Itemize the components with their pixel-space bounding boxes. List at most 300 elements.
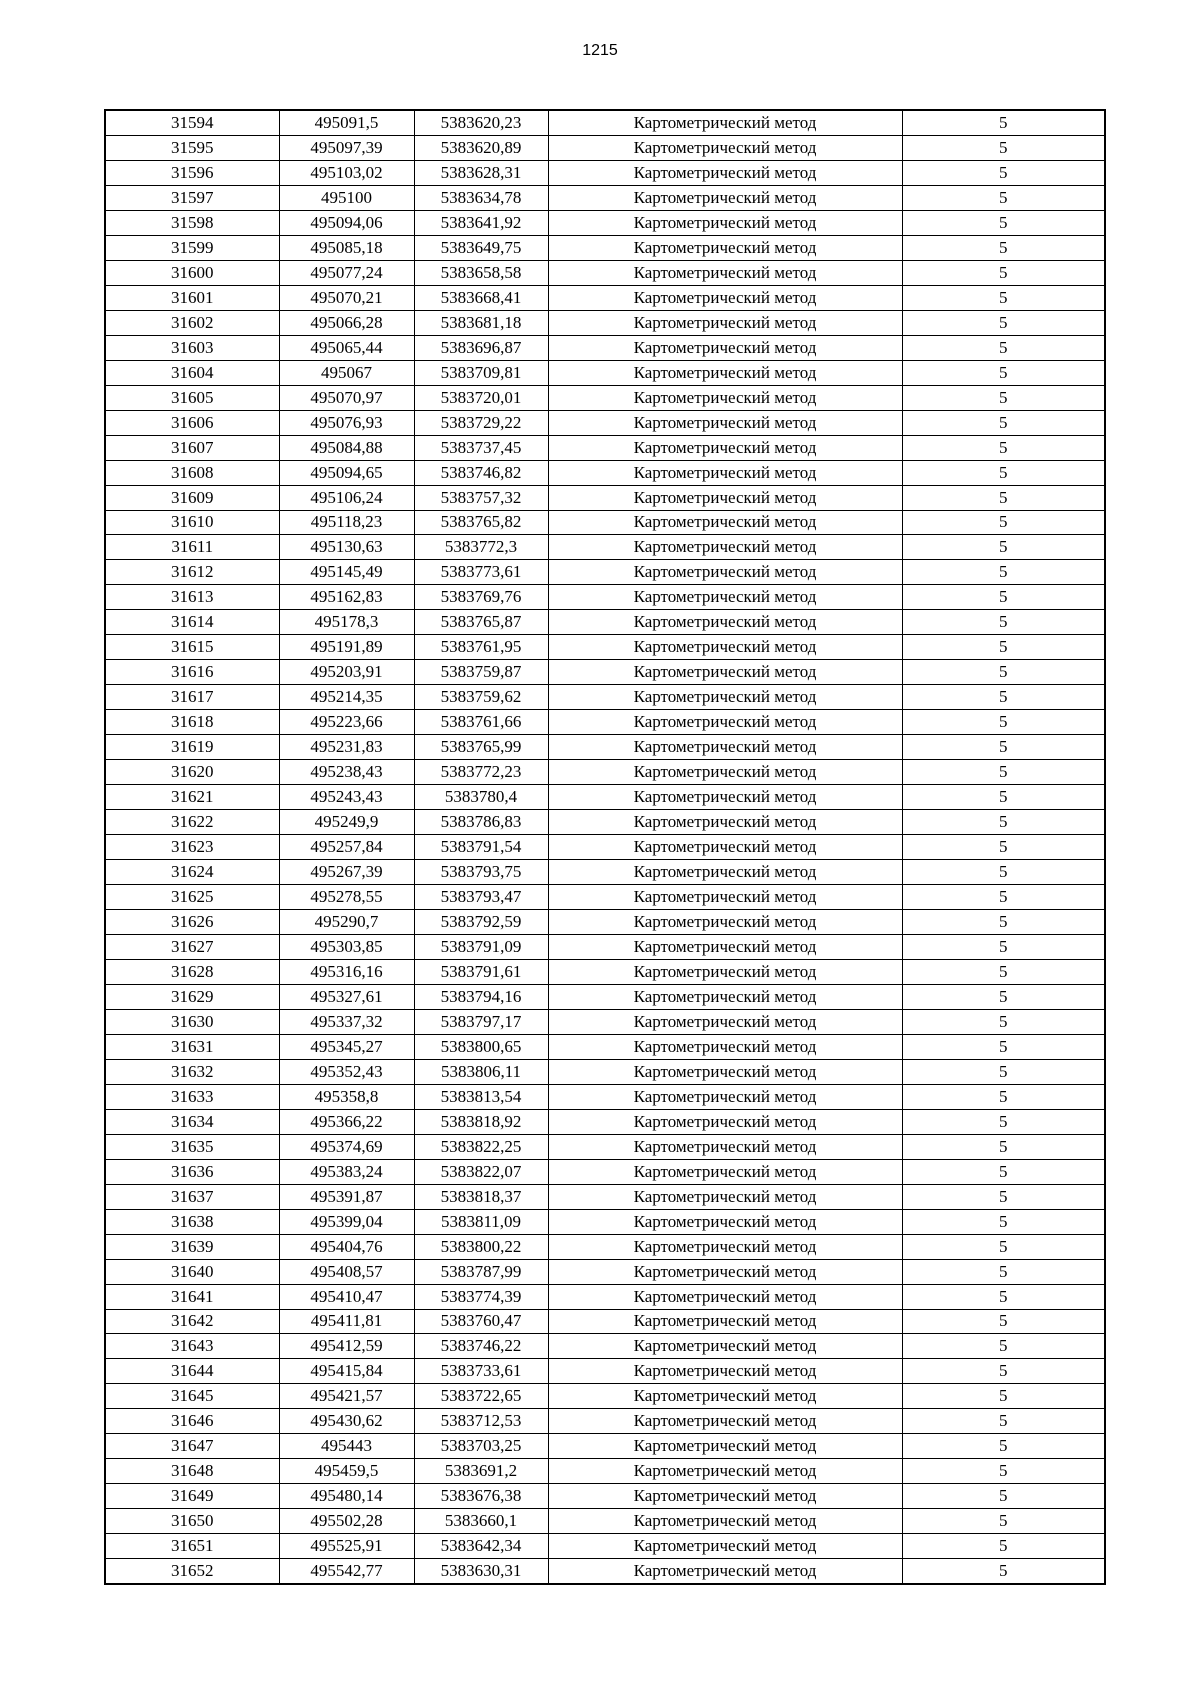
method-cell: Картометрический метод: [548, 1009, 902, 1034]
point-number-cell: 31602: [105, 310, 279, 335]
point-number-cell: 31636: [105, 1159, 279, 1184]
x-coordinate-cell: 495243,43: [279, 785, 414, 810]
y-coordinate-cell: 5383737,45: [414, 435, 548, 460]
method-cell: Картометрический метод: [548, 1359, 902, 1384]
point-number-cell: 31648: [105, 1459, 279, 1484]
point-number-cell: 31606: [105, 410, 279, 435]
method-cell: Картометрический метод: [548, 260, 902, 285]
accuracy-cell: 5: [902, 984, 1105, 1009]
accuracy-cell: 5: [902, 460, 1105, 485]
x-coordinate-cell: 495070,97: [279, 385, 414, 410]
method-cell: Картометрический метод: [548, 1209, 902, 1234]
table-row: [105, 560, 1105, 585]
accuracy-cell: 5: [902, 235, 1105, 260]
accuracy-cell: 5: [902, 835, 1105, 860]
accuracy-cell: 5: [902, 1334, 1105, 1359]
point-number-cell: 31633: [105, 1084, 279, 1109]
point-number-cell: 31639: [105, 1234, 279, 1259]
accuracy-cell: 5: [902, 1384, 1105, 1409]
method-cell: Картометрический метод: [548, 1259, 902, 1284]
y-coordinate-cell: 5383811,09: [414, 1209, 548, 1234]
y-coordinate-cell: 5383780,4: [414, 785, 548, 810]
x-coordinate-cell: 495410,47: [279, 1284, 414, 1309]
x-coordinate-cell: 495231,83: [279, 735, 414, 760]
table-row: [105, 1409, 1105, 1434]
point-number-cell: 31628: [105, 959, 279, 984]
accuracy-cell: 5: [902, 685, 1105, 710]
accuracy-cell: 5: [902, 435, 1105, 460]
accuracy-cell: 5: [902, 1059, 1105, 1084]
table-row: [105, 235, 1105, 260]
x-coordinate-cell: 495103,02: [279, 160, 414, 185]
y-coordinate-cell: 5383746,82: [414, 460, 548, 485]
table-row: [105, 1109, 1105, 1134]
method-cell: Картометрический метод: [548, 710, 902, 735]
table-row: [105, 1184, 1105, 1209]
method-cell: Картометрический метод: [548, 1334, 902, 1359]
y-coordinate-cell: 5383793,75: [414, 860, 548, 885]
x-coordinate-cell: 495214,35: [279, 685, 414, 710]
x-coordinate-cell: 495399,04: [279, 1209, 414, 1234]
table-row: [105, 710, 1105, 735]
point-number-cell: 31626: [105, 910, 279, 935]
accuracy-cell: 5: [902, 1284, 1105, 1309]
method-cell: Картометрический метод: [548, 785, 902, 810]
table-row: [105, 435, 1105, 460]
method-cell: Картометрический метод: [548, 1184, 902, 1209]
accuracy-cell: 5: [902, 1509, 1105, 1534]
method-cell: Картометрический метод: [548, 560, 902, 585]
accuracy-cell: 5: [902, 335, 1105, 360]
point-number-cell: 31618: [105, 710, 279, 735]
y-coordinate-cell: 5383765,99: [414, 735, 548, 760]
point-number-cell: 31600: [105, 260, 279, 285]
point-number-cell: 31640: [105, 1259, 279, 1284]
y-coordinate-cell: 5383800,65: [414, 1034, 548, 1059]
accuracy-cell: 5: [902, 1484, 1105, 1509]
y-coordinate-cell: 5383787,99: [414, 1259, 548, 1284]
method-cell: Картометрический метод: [548, 685, 902, 710]
point-number-cell: 31650: [105, 1509, 279, 1534]
x-coordinate-cell: 495106,24: [279, 485, 414, 510]
x-coordinate-cell: 495278,55: [279, 885, 414, 910]
method-cell: Картометрический метод: [548, 1109, 902, 1134]
point-number-cell: 31597: [105, 185, 279, 210]
y-coordinate-cell: 5383800,22: [414, 1234, 548, 1259]
table-row: [105, 1359, 1105, 1384]
x-coordinate-cell: 495391,87: [279, 1184, 414, 1209]
x-coordinate-cell: 495094,65: [279, 460, 414, 485]
accuracy-cell: 5: [902, 485, 1105, 510]
table-row: [105, 1059, 1105, 1084]
accuracy-cell: 5: [902, 1409, 1105, 1434]
y-coordinate-cell: 5383791,09: [414, 934, 548, 959]
point-number-cell: 31638: [105, 1209, 279, 1234]
method-cell: Картометрический метод: [548, 810, 902, 835]
y-coordinate-cell: 5383722,65: [414, 1384, 548, 1409]
accuracy-cell: 5: [902, 810, 1105, 835]
point-number-cell: 31621: [105, 785, 279, 810]
y-coordinate-cell: 5383757,32: [414, 485, 548, 510]
method-cell: Картометрический метод: [548, 760, 902, 785]
y-coordinate-cell: 5383634,78: [414, 185, 548, 210]
x-coordinate-cell: 495085,18: [279, 235, 414, 260]
x-coordinate-cell: 495091,5: [279, 110, 414, 135]
y-coordinate-cell: 5383691,2: [414, 1459, 548, 1484]
table-row: [105, 934, 1105, 959]
x-coordinate-cell: 495094,06: [279, 210, 414, 235]
table-row: [105, 910, 1105, 935]
x-coordinate-cell: 495070,21: [279, 285, 414, 310]
method-cell: Картометрический метод: [548, 1409, 902, 1434]
table-row: [105, 1134, 1105, 1159]
point-number-cell: 31611: [105, 535, 279, 560]
table-row: [105, 1259, 1105, 1284]
point-number-cell: 31604: [105, 360, 279, 385]
y-coordinate-cell: 5383642,34: [414, 1534, 548, 1559]
method-cell: Картометрический метод: [548, 835, 902, 860]
table-row: [105, 1434, 1105, 1459]
point-number-cell: 31612: [105, 560, 279, 585]
y-coordinate-cell: 5383772,3: [414, 535, 548, 560]
x-coordinate-cell: 495337,32: [279, 1009, 414, 1034]
method-cell: Картометрический метод: [548, 1434, 902, 1459]
table-row: [105, 135, 1105, 160]
method-cell: Картометрический метод: [548, 435, 902, 460]
coordinates-table-body: [105, 110, 1105, 1584]
table-row: [105, 510, 1105, 535]
accuracy-cell: 5: [902, 1034, 1105, 1059]
table-row: [105, 110, 1105, 135]
accuracy-cell: 5: [902, 1559, 1105, 1584]
table-row: [105, 385, 1105, 410]
point-number-cell: 31645: [105, 1384, 279, 1409]
accuracy-cell: 5: [902, 510, 1105, 535]
x-coordinate-cell: 495162,83: [279, 585, 414, 610]
accuracy-cell: 5: [902, 1109, 1105, 1134]
accuracy-cell: 5: [902, 1159, 1105, 1184]
y-coordinate-cell: 5383641,92: [414, 210, 548, 235]
method-cell: Картометрический метод: [548, 185, 902, 210]
x-coordinate-cell: 495130,63: [279, 535, 414, 560]
accuracy-cell: 5: [902, 760, 1105, 785]
point-number-cell: 31603: [105, 335, 279, 360]
table-row: [105, 785, 1105, 810]
x-coordinate-cell: 495249,9: [279, 810, 414, 835]
method-cell: Картометрический метод: [548, 1559, 902, 1584]
method-cell: Картометрический метод: [548, 285, 902, 310]
accuracy-cell: 5: [902, 110, 1105, 135]
accuracy-cell: 5: [902, 1259, 1105, 1284]
accuracy-cell: 5: [902, 1434, 1105, 1459]
x-coordinate-cell: 495415,84: [279, 1359, 414, 1384]
x-coordinate-cell: 495374,69: [279, 1134, 414, 1159]
accuracy-cell: 5: [902, 1009, 1105, 1034]
x-coordinate-cell: 495459,5: [279, 1459, 414, 1484]
accuracy-cell: 5: [902, 1234, 1105, 1259]
method-cell: Картометрический метод: [548, 984, 902, 1009]
y-coordinate-cell: 5383792,59: [414, 910, 548, 935]
accuracy-cell: 5: [902, 1309, 1105, 1334]
table-row: [105, 610, 1105, 635]
accuracy-cell: 5: [902, 735, 1105, 760]
point-number-cell: 31595: [105, 135, 279, 160]
x-coordinate-cell: 495223,66: [279, 710, 414, 735]
table-row: [105, 984, 1105, 1009]
y-coordinate-cell: 5383760,47: [414, 1309, 548, 1334]
table-row: [105, 335, 1105, 360]
method-cell: Картометрический метод: [548, 910, 902, 935]
point-number-cell: 31627: [105, 934, 279, 959]
method-cell: Картометрический метод: [548, 959, 902, 984]
y-coordinate-cell: 5383660,1: [414, 1509, 548, 1534]
accuracy-cell: 5: [902, 185, 1105, 210]
method-cell: Картометрический метод: [548, 135, 902, 160]
method-cell: Картометрический метод: [548, 1459, 902, 1484]
method-cell: Картометрический метод: [548, 735, 902, 760]
point-number-cell: 31644: [105, 1359, 279, 1384]
method-cell: Картометрический метод: [548, 460, 902, 485]
x-coordinate-cell: 495383,24: [279, 1159, 414, 1184]
accuracy-cell: 5: [902, 560, 1105, 585]
method-cell: Картометрический метод: [548, 1534, 902, 1559]
y-coordinate-cell: 5383703,25: [414, 1434, 548, 1459]
y-coordinate-cell: 5383813,54: [414, 1084, 548, 1109]
y-coordinate-cell: 5383668,41: [414, 285, 548, 310]
table-row: [105, 1534, 1105, 1559]
point-number-cell: 31631: [105, 1034, 279, 1059]
accuracy-cell: 5: [902, 585, 1105, 610]
x-coordinate-cell: 495178,3: [279, 610, 414, 635]
y-coordinate-cell: 5383729,22: [414, 410, 548, 435]
x-coordinate-cell: 495100: [279, 185, 414, 210]
table-row: [105, 1459, 1105, 1484]
point-number-cell: 31614: [105, 610, 279, 635]
table-row: [105, 210, 1105, 235]
point-number-cell: 31623: [105, 835, 279, 860]
method-cell: Картометрический метод: [548, 1059, 902, 1084]
y-coordinate-cell: 5383720,01: [414, 385, 548, 410]
table-row: [105, 160, 1105, 185]
x-coordinate-cell: 495352,43: [279, 1059, 414, 1084]
x-coordinate-cell: 495191,89: [279, 635, 414, 660]
accuracy-cell: 5: [902, 160, 1105, 185]
point-number-cell: 31634: [105, 1109, 279, 1134]
method-cell: Картометрический метод: [548, 235, 902, 260]
y-coordinate-cell: 5383794,16: [414, 984, 548, 1009]
method-cell: Картометрический метод: [548, 310, 902, 335]
accuracy-cell: 5: [902, 934, 1105, 959]
table-row: [105, 1034, 1105, 1059]
method-cell: Картометрический метод: [548, 510, 902, 535]
y-coordinate-cell: 5383822,07: [414, 1159, 548, 1184]
x-coordinate-cell: 495525,91: [279, 1534, 414, 1559]
y-coordinate-cell: 5383759,62: [414, 685, 548, 710]
method-cell: Картометрический метод: [548, 860, 902, 885]
y-coordinate-cell: 5383774,39: [414, 1284, 548, 1309]
point-number-cell: 31613: [105, 585, 279, 610]
table-row: [105, 810, 1105, 835]
method-cell: Картометрический метод: [548, 1384, 902, 1409]
y-coordinate-cell: 5383822,25: [414, 1134, 548, 1159]
y-coordinate-cell: 5383773,61: [414, 560, 548, 585]
point-number-cell: 31608: [105, 460, 279, 485]
accuracy-cell: 5: [902, 385, 1105, 410]
table-row: [105, 1009, 1105, 1034]
y-coordinate-cell: 5383793,47: [414, 885, 548, 910]
x-coordinate-cell: 495290,7: [279, 910, 414, 935]
table-row: [105, 735, 1105, 760]
x-coordinate-cell: 495066,28: [279, 310, 414, 335]
y-coordinate-cell: 5383620,89: [414, 135, 548, 160]
point-number-cell: 31616: [105, 660, 279, 685]
point-number-cell: 31647: [105, 1434, 279, 1459]
method-cell: Картометрический метод: [548, 535, 902, 560]
x-coordinate-cell: 495404,76: [279, 1234, 414, 1259]
y-coordinate-cell: 5383761,95: [414, 635, 548, 660]
point-number-cell: 31615: [105, 635, 279, 660]
point-number-cell: 31607: [105, 435, 279, 460]
accuracy-cell: 5: [902, 610, 1105, 635]
coordinates-table: [104, 109, 1106, 1585]
x-coordinate-cell: 495257,84: [279, 835, 414, 860]
table-row: [105, 760, 1105, 785]
x-coordinate-cell: 495316,16: [279, 959, 414, 984]
point-number-cell: 31620: [105, 760, 279, 785]
method-cell: Картометрический метод: [548, 1484, 902, 1509]
x-coordinate-cell: 495408,57: [279, 1259, 414, 1284]
x-coordinate-cell: 495097,39: [279, 135, 414, 160]
accuracy-cell: 5: [902, 885, 1105, 910]
x-coordinate-cell: 495145,49: [279, 560, 414, 585]
method-cell: Картометрический метод: [548, 485, 902, 510]
method-cell: Картометрический метод: [548, 385, 902, 410]
y-coordinate-cell: 5383769,76: [414, 585, 548, 610]
x-coordinate-cell: 495345,27: [279, 1034, 414, 1059]
method-cell: Картометрический метод: [548, 160, 902, 185]
point-number-cell: 31641: [105, 1284, 279, 1309]
x-coordinate-cell: 495502,28: [279, 1509, 414, 1534]
accuracy-cell: 5: [902, 959, 1105, 984]
accuracy-cell: 5: [902, 285, 1105, 310]
point-number-cell: 31652: [105, 1559, 279, 1584]
x-coordinate-cell: 495303,85: [279, 934, 414, 959]
point-number-cell: 31601: [105, 285, 279, 310]
point-number-cell: 31642: [105, 1309, 279, 1334]
point-number-cell: 31622: [105, 810, 279, 835]
x-coordinate-cell: 495077,24: [279, 260, 414, 285]
x-coordinate-cell: 495065,44: [279, 335, 414, 360]
accuracy-cell: 5: [902, 1134, 1105, 1159]
table-row: [105, 1209, 1105, 1234]
method-cell: Картометрический метод: [548, 660, 902, 685]
y-coordinate-cell: 5383746,22: [414, 1334, 548, 1359]
table-row: [105, 685, 1105, 710]
accuracy-cell: 5: [902, 860, 1105, 885]
table-row: [105, 585, 1105, 610]
x-coordinate-cell: 495238,43: [279, 760, 414, 785]
table-row: [105, 285, 1105, 310]
point-number-cell: 31609: [105, 485, 279, 510]
method-cell: Картометрический метод: [548, 410, 902, 435]
y-coordinate-cell: 5383818,37: [414, 1184, 548, 1209]
table-row: [105, 1234, 1105, 1259]
table-row: [105, 635, 1105, 660]
accuracy-cell: 5: [902, 660, 1105, 685]
page-number: 1215: [582, 42, 618, 59]
table-row: [105, 1309, 1105, 1334]
table-row: [105, 1284, 1105, 1309]
table-row: [105, 185, 1105, 210]
point-number-cell: 31617: [105, 685, 279, 710]
table-row: [105, 835, 1105, 860]
y-coordinate-cell: 5383765,82: [414, 510, 548, 535]
y-coordinate-cell: 5383676,38: [414, 1484, 548, 1509]
point-number-cell: 31629: [105, 984, 279, 1009]
table-row: [105, 460, 1105, 485]
point-number-cell: 31625: [105, 885, 279, 910]
method-cell: Картометрический метод: [548, 1509, 902, 1534]
table-row: [105, 310, 1105, 335]
point-number-cell: 31651: [105, 1534, 279, 1559]
table-row: [105, 485, 1105, 510]
point-number-cell: 31619: [105, 735, 279, 760]
x-coordinate-cell: 495411,81: [279, 1309, 414, 1334]
x-coordinate-cell: 495076,93: [279, 410, 414, 435]
x-coordinate-cell: 495327,61: [279, 984, 414, 1009]
method-cell: Картометрический метод: [548, 1134, 902, 1159]
point-number-cell: 31594: [105, 110, 279, 135]
table-row: [105, 885, 1105, 910]
y-coordinate-cell: 5383797,17: [414, 1009, 548, 1034]
point-number-cell: 31630: [105, 1009, 279, 1034]
table-row: [105, 535, 1105, 560]
y-coordinate-cell: 5383761,66: [414, 710, 548, 735]
y-coordinate-cell: 5383765,87: [414, 610, 548, 635]
table-row: [105, 860, 1105, 885]
y-coordinate-cell: 5383696,87: [414, 335, 548, 360]
point-number-cell: 31637: [105, 1184, 279, 1209]
accuracy-cell: 5: [902, 535, 1105, 560]
table-row: [105, 1084, 1105, 1109]
point-number-cell: 31646: [105, 1409, 279, 1434]
x-coordinate-cell: 495412,59: [279, 1334, 414, 1359]
method-cell: Картометрический метод: [548, 1284, 902, 1309]
method-cell: Картометрический метод: [548, 635, 902, 660]
x-coordinate-cell: 495366,22: [279, 1109, 414, 1134]
table-row: [105, 1334, 1105, 1359]
table-row: [105, 410, 1105, 435]
y-coordinate-cell: 5383791,61: [414, 959, 548, 984]
x-coordinate-cell: 495358,8: [279, 1084, 414, 1109]
accuracy-cell: 5: [902, 135, 1105, 160]
accuracy-cell: 5: [902, 1459, 1105, 1484]
method-cell: Картометрический метод: [548, 1084, 902, 1109]
accuracy-cell: 5: [902, 1534, 1105, 1559]
method-cell: Картометрический метод: [548, 1234, 902, 1259]
y-coordinate-cell: 5383620,23: [414, 110, 548, 135]
x-coordinate-cell: 495542,77: [279, 1559, 414, 1584]
y-coordinate-cell: 5383806,11: [414, 1059, 548, 1084]
table-row: [105, 1559, 1105, 1584]
y-coordinate-cell: 5383786,83: [414, 810, 548, 835]
method-cell: Картометрический метод: [548, 610, 902, 635]
x-coordinate-cell: 495421,57: [279, 1384, 414, 1409]
point-number-cell: 31649: [105, 1484, 279, 1509]
y-coordinate-cell: 5383649,75: [414, 235, 548, 260]
method-cell: Картометрический метод: [548, 1034, 902, 1059]
accuracy-cell: 5: [902, 1359, 1105, 1384]
